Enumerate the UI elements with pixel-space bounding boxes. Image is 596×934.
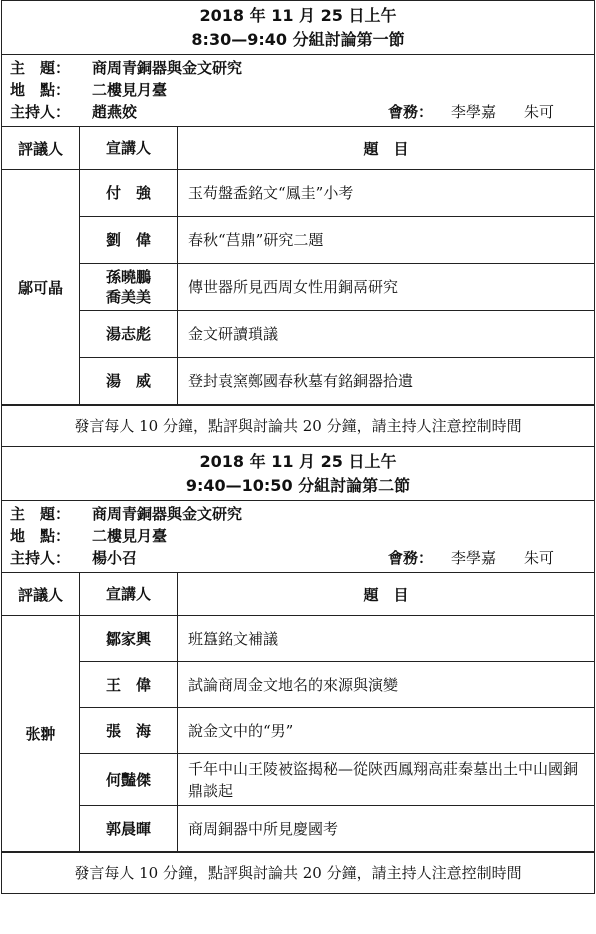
theme-value: 商周青銅器與金文研究 xyxy=(92,505,243,523)
col-title: 題 目 xyxy=(178,573,595,616)
col-speaker: 宣講人 xyxy=(80,127,178,170)
title-cell: 試論商周金文地名的來源與演變 xyxy=(178,662,595,708)
affairs xyxy=(388,547,554,569)
col-title: 題 目 xyxy=(178,127,595,170)
program-table xyxy=(2,573,594,852)
host-value: 楊小召 xyxy=(92,549,138,567)
col-commentator: 評議人 xyxy=(2,573,80,616)
theme-label: 主 題： xyxy=(10,59,71,77)
host-label: 主持人： xyxy=(10,103,71,121)
table-header-row xyxy=(2,573,594,616)
speaker-cell: 湯 威 xyxy=(80,358,178,405)
session-date: 2018 年 11 月 25 日上午 xyxy=(199,6,397,25)
table-row xyxy=(2,806,594,852)
place-value: 二樓見月臺 xyxy=(92,81,168,99)
title-cell: 千年中山王陵被盜揭秘—從陝西鳳翔高莊秦墓出土中山國銅鼎談起 xyxy=(178,754,595,806)
place-label: 地 點： xyxy=(10,81,71,99)
session-header xyxy=(2,447,594,501)
affairs-staff-1: 李學嘉 xyxy=(451,549,497,567)
title-cell: 金文研讀瑣議 xyxy=(178,311,595,358)
place-row xyxy=(10,525,594,547)
place-row xyxy=(10,79,594,101)
commentator-cell: 张翀 xyxy=(2,616,80,852)
session-time: 9:40—10:50 分組討論第二節 xyxy=(185,476,411,495)
title-cell: 說金文中的“男” xyxy=(178,708,595,754)
speaker-cell: 劉 偉 xyxy=(80,217,178,264)
session-meta xyxy=(2,55,594,127)
place-value: 二樓見月臺 xyxy=(92,527,168,545)
table-row xyxy=(2,311,594,358)
theme-row xyxy=(10,57,594,79)
title-cell: 玉苟盤盉銘文“鳳圭”小考 xyxy=(178,170,595,217)
affairs-staff-1: 李學嘉 xyxy=(451,103,497,121)
title-cell: 春秋“莒鼎”研究二題 xyxy=(178,217,595,264)
affairs-label: 會務： xyxy=(388,103,434,121)
session-1 xyxy=(1,0,595,447)
speaker-cell: 王 偉 xyxy=(80,662,178,708)
col-speaker: 宣講人 xyxy=(80,573,178,616)
col-commentator: 評議人 xyxy=(2,127,80,170)
speaker-cell: 何豔傑 xyxy=(80,754,178,806)
time-note: 發言每人 10 分鐘，點評與討論共 20 分鐘，請主持人注意控制時間 xyxy=(2,852,594,893)
program-table xyxy=(2,127,594,405)
affairs xyxy=(388,101,554,123)
host-row xyxy=(10,547,594,569)
host-value: 趙燕姣 xyxy=(92,103,138,121)
table-row xyxy=(2,754,594,806)
title-cell: 班簋銘文補議 xyxy=(178,616,595,662)
affairs-label: 會務： xyxy=(388,549,434,567)
affairs-staff-2: 朱可 xyxy=(524,549,555,567)
session-meta xyxy=(2,501,594,573)
title-cell: 登封袁窯鄭國春秋墓有銘銅器拾遺 xyxy=(178,358,595,405)
time-note: 發言每人 10 分鐘，點評與討論共 20 分鐘，請主持人注意控制時間 xyxy=(2,405,594,446)
host-label: 主持人： xyxy=(10,549,71,567)
schedule-page xyxy=(1,0,595,894)
table-row xyxy=(2,217,594,264)
table-row xyxy=(2,616,594,662)
table-header-row xyxy=(2,127,594,170)
session-date: 2018 年 11 月 25 日上午 xyxy=(199,452,397,471)
speaker-cell: 張 海 xyxy=(80,708,178,754)
table-row xyxy=(2,264,594,311)
theme-row xyxy=(10,503,594,525)
session-2 xyxy=(1,447,595,894)
speaker-cell: 郭晨暉 xyxy=(80,806,178,852)
affairs-staff-2: 朱可 xyxy=(524,103,555,121)
title-cell: 傳世器所見西周女性用銅鬲研究 xyxy=(178,264,595,311)
speaker-cell: 孫曉鵬 喬美美 xyxy=(80,264,178,311)
speaker-cell: 鄒家興 xyxy=(80,616,178,662)
table-row xyxy=(2,708,594,754)
session-time: 8:30—9:40 分組討論第一節 xyxy=(191,30,405,49)
title-cell: 商周銅器中所見慶國考 xyxy=(178,806,595,852)
place-label: 地 點： xyxy=(10,527,71,545)
table-row xyxy=(2,170,594,217)
theme-label: 主 題： xyxy=(10,505,71,523)
table-row xyxy=(2,662,594,708)
commentator-cell: 鄔可晶 xyxy=(2,170,80,405)
host-row xyxy=(10,101,594,123)
theme-value: 商周青銅器與金文研究 xyxy=(92,59,243,77)
session-header xyxy=(2,1,594,55)
speaker-cell: 付 強 xyxy=(80,170,178,217)
speaker-cell: 湯志彪 xyxy=(80,311,178,358)
table-row xyxy=(2,358,594,405)
